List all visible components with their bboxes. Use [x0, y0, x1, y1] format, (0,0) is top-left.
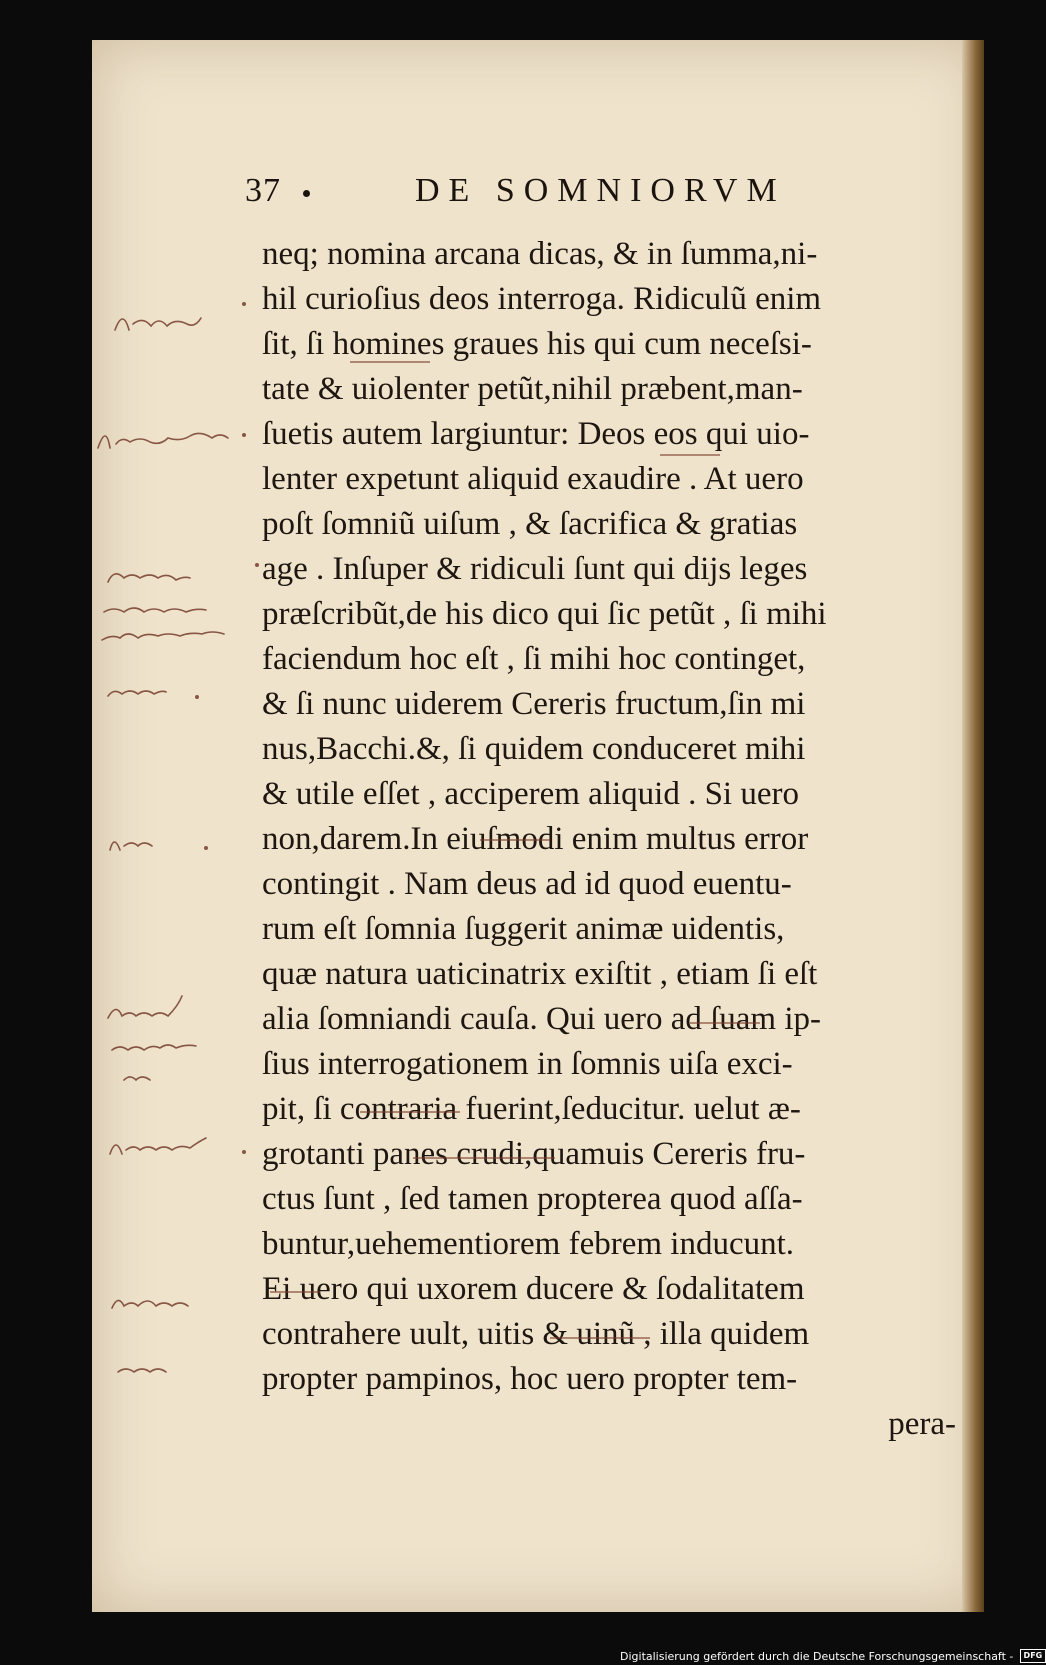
- text-line: præſcribũt,de his dico qui ſic petũt , ſi mihi: [262, 596, 827, 632]
- margin-note-scribble: [108, 574, 190, 582]
- text-line: pit, ſi contraria fuerint,ſeducitur. uelut æ-: [262, 1091, 801, 1127]
- text-line: ſuetis autem largiuntur: Deos eos qui uio-: [262, 416, 810, 452]
- dfg-logo: DFG: [1020, 1649, 1046, 1663]
- margin-note-scribble: [118, 1369, 166, 1372]
- margin-note-scribble: [112, 1300, 188, 1308]
- text-line: contrahere uult, uitis & uinũ , illa quidem: [262, 1316, 810, 1352]
- text-line: age . Inſuper & ridiculi ſunt qui dijs leges: [262, 551, 808, 587]
- text-line: nus,Bacchi.&, ſi quidem conduceret mihi: [262, 731, 806, 767]
- margin-note-scribble: [124, 1077, 150, 1080]
- margin-note-scribble: [98, 433, 228, 448]
- text-line: ctus ſunt , ſed tamen propterea quod aſſa-: [262, 1181, 803, 1217]
- margin-note-scribble: [108, 691, 166, 696]
- text-line: neq; nomina arcana dicas, & in ſumma,ni-: [262, 236, 818, 272]
- text-line: lenter expetunt aliquid exaudire . At uero: [262, 461, 804, 497]
- margin-note-scribble: [110, 1138, 206, 1154]
- margin-note-scribble: [108, 996, 182, 1018]
- margin-note-scribble: [110, 842, 152, 850]
- margin-note-scribble: [112, 1045, 196, 1050]
- text-line: poſt ſomniũ uiſum , & ſacrifica & gratias: [262, 506, 798, 542]
- text-line: & ſi nunc uiderem Cereris fructum,ſin mi: [262, 686, 806, 722]
- text-line: tate & uiolenter petũt,nihil præbent,man-: [262, 371, 803, 407]
- text-line: & utile eſſet , acciperem aliquid . Si uero: [262, 776, 799, 812]
- text-line: contingit . Nam deus ad id quod euentu-: [262, 866, 792, 902]
- text-line: quæ natura uaticinatrix exiſtit , etiam ſi eſt: [262, 956, 818, 992]
- margin-note-scribble: [102, 632, 224, 640]
- text-line: faciendum hoc eſt , ſi mihi hoc continget,: [262, 641, 806, 677]
- running-title: DE SOMNIORVM: [415, 172, 786, 209]
- text-line: propter pampinos, hoc uero propter tem-: [262, 1361, 798, 1397]
- text-line: rum eſt ſomnia ſuggerit animæ uidentis,: [262, 911, 785, 947]
- margin-note-scribble: [104, 608, 206, 612]
- footer-credit: [620, 1649, 1043, 1665]
- text-line: buntur,uehementiorem febrem inducunt.: [262, 1226, 795, 1262]
- text-line: grotanti panes crudi,quamuis Cereris fru-: [262, 1136, 806, 1172]
- text-line: hil curioſius deos interroga. Ridiculũ enim: [262, 281, 822, 317]
- text-line: ſius interrogationem in ſomnis uiſa exci-: [262, 1046, 793, 1082]
- margin-note-scribble: [115, 318, 201, 330]
- page-number: 37: [245, 172, 281, 209]
- text-line: Ei uero qui uxorem ducere & ſodalitatem: [262, 1271, 805, 1307]
- text-line: ſit, ſi homines graues his qui cum neceſsi-: [262, 326, 812, 362]
- catchword: pera-: [888, 1406, 956, 1442]
- footer-text: Digitalisierung gefördert durch die Deutsche Forschungsgemeinschaft -: [620, 1649, 1014, 1663]
- text-line: non,darem.In eiuſmodi enim multus error: [262, 821, 809, 857]
- text-line: alia ſomniandi cauſa. Qui uero ad ſuam ip-: [262, 1001, 821, 1037]
